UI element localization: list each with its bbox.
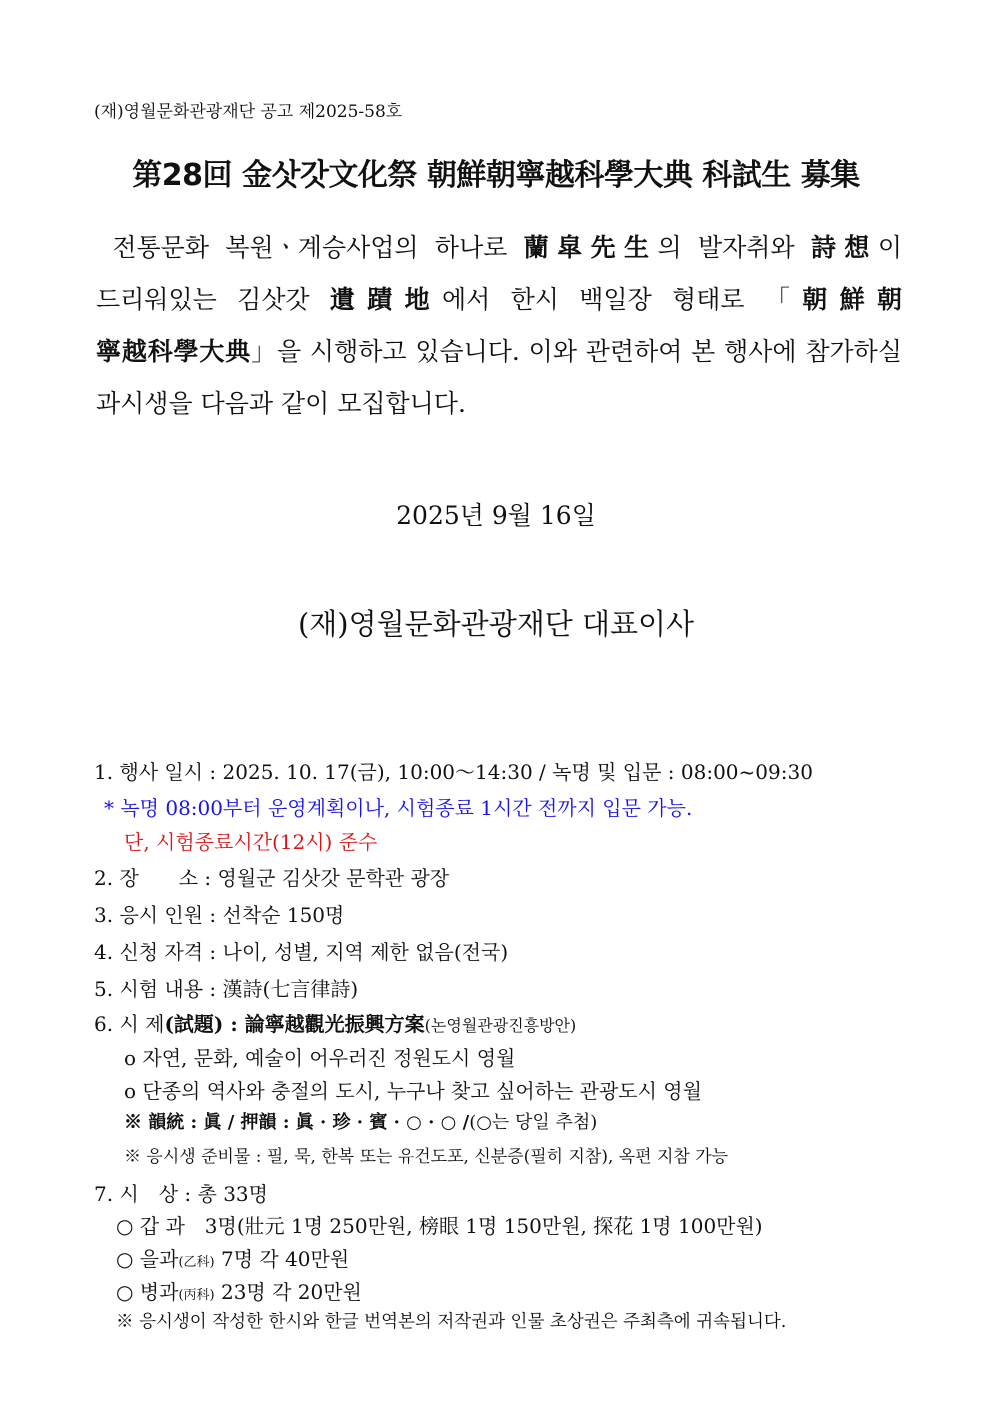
intro-text-3: 이 드리워있는 김삿갓 [96, 233, 902, 314]
note-red: 단, 시험종료시간(12시) 준수 [124, 830, 378, 854]
award-eul-hanja: (乙科) [178, 1255, 215, 1270]
intro-text-4: 에서 한시 백일장 형태로 「 [442, 285, 803, 314]
topic-option-1: o 자연, 문화, 예술이 어우러진 정원도시 영월 [124, 1046, 516, 1070]
notice-number: (재)영월문화관광재단 공고 제2025-58호 [94, 102, 403, 122]
venue: 2. 장 소 : 영월군 김삿갓 문학관 광장 [94, 866, 450, 890]
award-byeong [116, 1276, 362, 1305]
topic-option-2: o 단종의 역사와 충절의 도시, 누구나 찾고 싶어하는 관광도시 영월 [124, 1079, 702, 1103]
award-byeong-label: ○ 병과 [116, 1280, 179, 1304]
award-eul [116, 1243, 349, 1272]
rhyme-rules [124, 1108, 597, 1134]
intro-text-2: 의 발자취와 [657, 233, 811, 262]
intro-bold-3: 遺蹟地 [329, 285, 443, 314]
award-gap: ○ 갑 과 3명(壯元 1명 250만원, 榜眼 1명 150만원, 探花 1명 100만원) [116, 1214, 763, 1238]
awards: 7. 시 상 : 총 33명 [94, 1182, 268, 1206]
award-eul-detail: 7명 각 40만원 [214, 1247, 350, 1271]
topic-suffix: (논영월관광진흥방안) [424, 1016, 577, 1035]
exam-content: 5. 시험 내용 : 漢詩(七言律詩) [94, 977, 359, 1001]
award-byeong-hanja: (丙科) [178, 1288, 215, 1303]
exam-topic [94, 1008, 576, 1037]
award-byeong-detail: 23명 각 20만원 [214, 1280, 362, 1304]
supplies: ※ 응시생 준비물 : 필, 묵, 한복 또는 유건도포, 신분증(필히 지참), 옥편 지참 가능 [124, 1147, 729, 1167]
rhyme-bold: ※ 韻統 : 眞 / 押韻 : 眞 · 珍 · 賓 · ○ · ○ / [124, 1112, 470, 1133]
intro-bold-4: 朝鮮朝 寧越科學大典 [96, 285, 902, 366]
topic-prefix: 6. 시 제 [94, 1012, 165, 1036]
note-blue: * 녹명 08:00부터 운영계획이나, 시험종료 1시간 전까지 입문 가능. [104, 796, 693, 820]
intro-text-1: 전통문화 복원ㆍ계승사업의 하나로 [112, 233, 524, 262]
eligibility: 4. 신청 자격 : 나이, 성별, 지역 제한 없음(전국) [94, 940, 509, 964]
intro-paragraph [96, 222, 902, 430]
intro-text-5: 」을 시행하고 있습니다. 이와 관련하여 본 행사에 참가하실 과시생을 다음과 같이 모집합니다. [96, 337, 902, 418]
capacity: 3. 응시 인원 : 선착순 150명 [94, 903, 345, 927]
copyright-note: ※ 응시생이 작성한 한시와 한글 번역본의 저작권과 인물 초상권은 주최측에 귀속됩니다. [116, 1312, 787, 1332]
page-title: 第28回 金삿갓文化祭 朝鮮朝寧越科學大典 科試生 募集 [132, 158, 860, 193]
announcement-date: 2025년 9월 16일 [396, 501, 596, 530]
organization-signature: (재)영월문화관광재단 대표이사 [297, 607, 695, 641]
intro-bold-2: 詩想 [810, 233, 878, 262]
intro-bold-1: 蘭皐先生 [523, 233, 658, 262]
award-eul-label: ○ 을과 [116, 1247, 179, 1271]
topic-bold: (試題) : 論寧越觀光振興方案 [164, 1012, 425, 1036]
rhyme-rest: (○는 당일 추첨) [469, 1112, 598, 1133]
event-datetime: 1. 행사 일시 : 2025. 10. 17(금), 10:00～14:30 / 녹명 및 입문 : 08:00~09:30 [94, 760, 813, 784]
